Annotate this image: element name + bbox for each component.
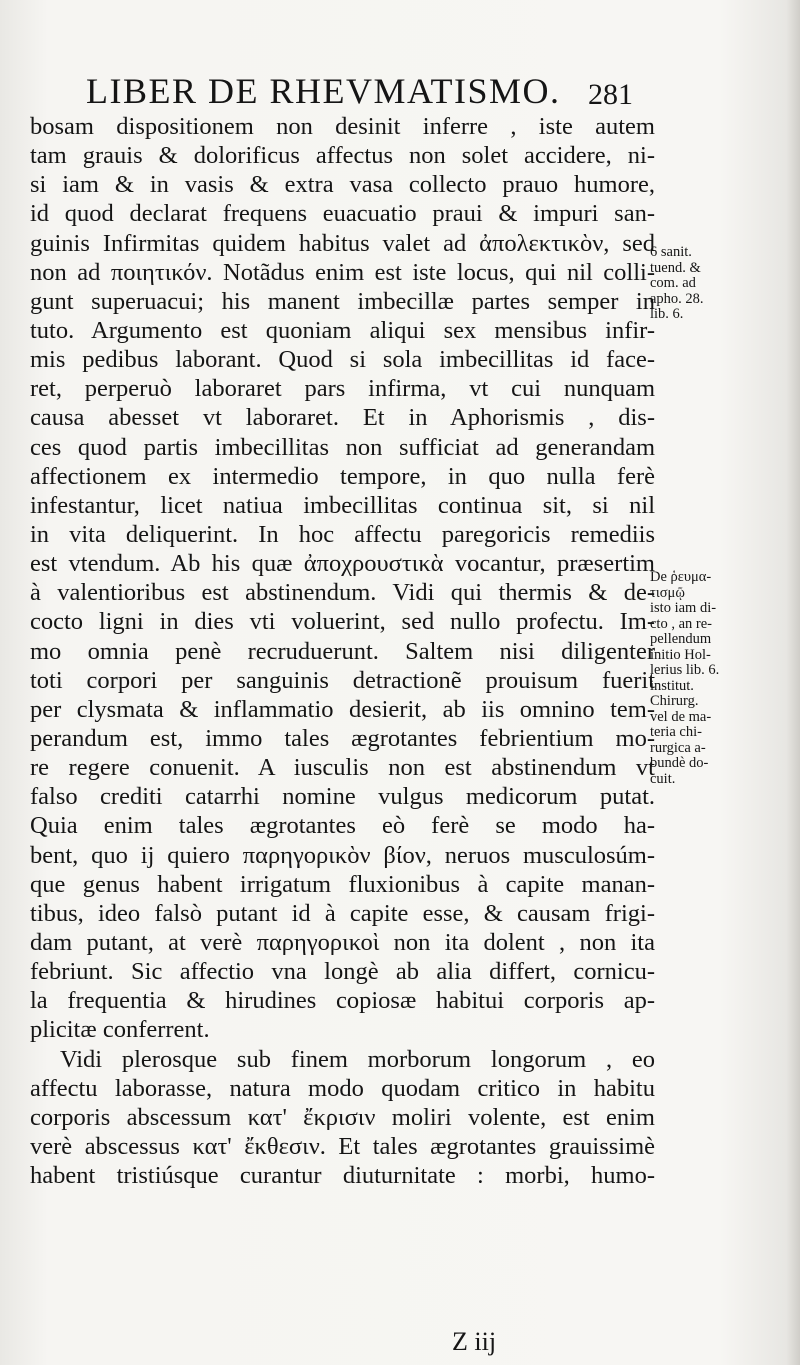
text-line: infestantur, licet natiua imbecillitas continua sit, si nil: [30, 491, 655, 519]
catchword-signature: Z iij: [452, 1327, 497, 1356]
text-line: à valentioribus est abstinendum. Vidi qui thermis & de-: [30, 579, 655, 607]
text-line: in vita deliquerint. In hoc affectu paregoricis remediis: [30, 520, 655, 548]
text-line: non ad ποιητικόν. Notãdus enim est iste locus, qui nil colli-: [30, 258, 655, 286]
margin-note-line: rurgica a-: [650, 739, 706, 756]
text-line: Quia enim tales ægrotantes eò ferè se modo ha-: [30, 812, 655, 840]
text-line: dam putant, at verè παρηγορικοὶ non ita dolent , non ita: [30, 928, 655, 956]
text-line: guinis Infirmitas quidem habitus valet ad ἀπολεκτικὸν, sed: [30, 229, 655, 257]
page-number: 281: [588, 78, 633, 111]
text-line: mo omnia penè recruduerunt. Saltem nisi diligenter: [30, 637, 655, 665]
margin-note-line: teria chi-: [650, 724, 702, 740]
text-line: bosam dispositionem non desinit inferre , iste autem: [30, 113, 655, 140]
margin-note-line: De ῥευμα-: [650, 569, 712, 585]
margin-note-line: tuend. &: [650, 259, 701, 276]
text-line: corporis abscessum κατ' ἔκρισιν moliri volente, est enim: [30, 1103, 655, 1131]
margin-note-line: initio Hol-: [650, 646, 711, 663]
text-line: perandum est, immo tales ægrotantes febrientium mo-: [30, 724, 655, 752]
margin-note-line: com. ad: [650, 275, 696, 291]
margin-note-line: lib. 6.: [650, 306, 684, 322]
margin-note-line: pellendum: [650, 631, 712, 647]
text-line: tam grauis & dolorificus affectus non solet accidere, ni-: [30, 142, 655, 170]
text-line: affectu laborasse, natura modo quodam critico in habitu: [30, 1074, 655, 1102]
margin-note-line: cto , an re-: [650, 615, 712, 632]
margin-note-sanitate: [650, 245, 780, 323]
margin-note-line: apho. 28.: [650, 290, 704, 307]
text-line: causa abesset vt laboraret. Et in Aphorismis , dis-: [30, 404, 655, 432]
text-line: febriunt. Sic affectio vna longè ab alia differt, cornicu-: [30, 958, 655, 986]
text-line: verè abscessus κατ' ἔκθεσιν. Et tales ægrotantes grauissimè: [30, 1132, 655, 1160]
text-line: ret, perperuò laboraret pars infirma, vt cui nunquam: [30, 375, 655, 403]
text-line: per clysmata & inflammatio desierit, ab iis omnino tem-: [30, 695, 655, 723]
text-line: id quod declarat frequens euacuatio praui & impuri san-: [30, 200, 655, 228]
margin-note-line: institut.: [650, 677, 694, 694]
text-line: toti corpori per sanguinis detractionẽ prouisum fuerit: [30, 666, 655, 694]
margin-note-line: cuit.: [650, 770, 676, 787]
running-head: LIBER DE RHEVMATISMO.: [86, 71, 561, 111]
margin-note-line: Chirurg.: [650, 693, 699, 709]
text-line: mis pedibus laborant. Quod si sola imbecillitas id face-: [30, 346, 655, 374]
text-line: gunt superuacui; his manent imbecillæ partes semper in: [30, 287, 655, 315]
text-line: est vtendum. Ab his quæ ἀποχρουστικὰ vocantur, præsertim: [30, 550, 655, 578]
text-line: tuto. Argumento est quoniam aliqui sex mensibus infir-: [30, 316, 655, 344]
text-line: bent, quo ij quiero παρηγορικὸν βίον, neruos musculosúm-: [30, 841, 655, 869]
margin-note-line: lerius lib. 6.: [650, 662, 720, 678]
margin-note-line: 6 sanit.: [650, 244, 692, 260]
text-line: tibus, ideo falsò putant id à capite esse, & causam frigi-: [30, 899, 655, 927]
body-text: [30, 112, 655, 1190]
margin-note-line: τισμῷ: [650, 584, 685, 601]
text-line: que genus habent irrigatum fluxionibus à capite manan-: [30, 870, 655, 898]
margin-note-line: bundè do-: [650, 755, 709, 771]
margin-note-line: isto iam di-: [650, 600, 717, 616]
margin-note-line: vel de ma-: [650, 708, 712, 725]
text-line: falso crediti catarrhi nomine vulgus medicorum putat.: [30, 783, 655, 811]
page-edge-shadow: [786, 0, 800, 1365]
text-line: Vidi plerosque sub finem morborum longorum , eo: [60, 1045, 655, 1073]
text-line: habent tristiúsque curantur diuturnitate : morbi, humo-: [30, 1162, 655, 1190]
text-line: la frequentia & hirudines copiosæ habitui corporis ap-: [30, 987, 655, 1015]
text-line: affectionem ex intermedio tempore, in quo nulla ferè: [30, 462, 655, 490]
text-line: plicitæ conferrent.: [30, 1016, 210, 1044]
margin-note-rheumatismo: [650, 570, 780, 787]
text-line: ces quod partis imbecillitas non sufficiat ad generandam: [30, 433, 655, 461]
text-line: re regere conuenit. A iusculis non est abstinendum vt: [30, 754, 655, 782]
text-line: cocto ligni in dies vti voluerint, sed nullo profectu. Im-: [30, 608, 655, 636]
text-line: si iam & in vasis & extra vasa collecto prauo humore,: [30, 171, 655, 199]
